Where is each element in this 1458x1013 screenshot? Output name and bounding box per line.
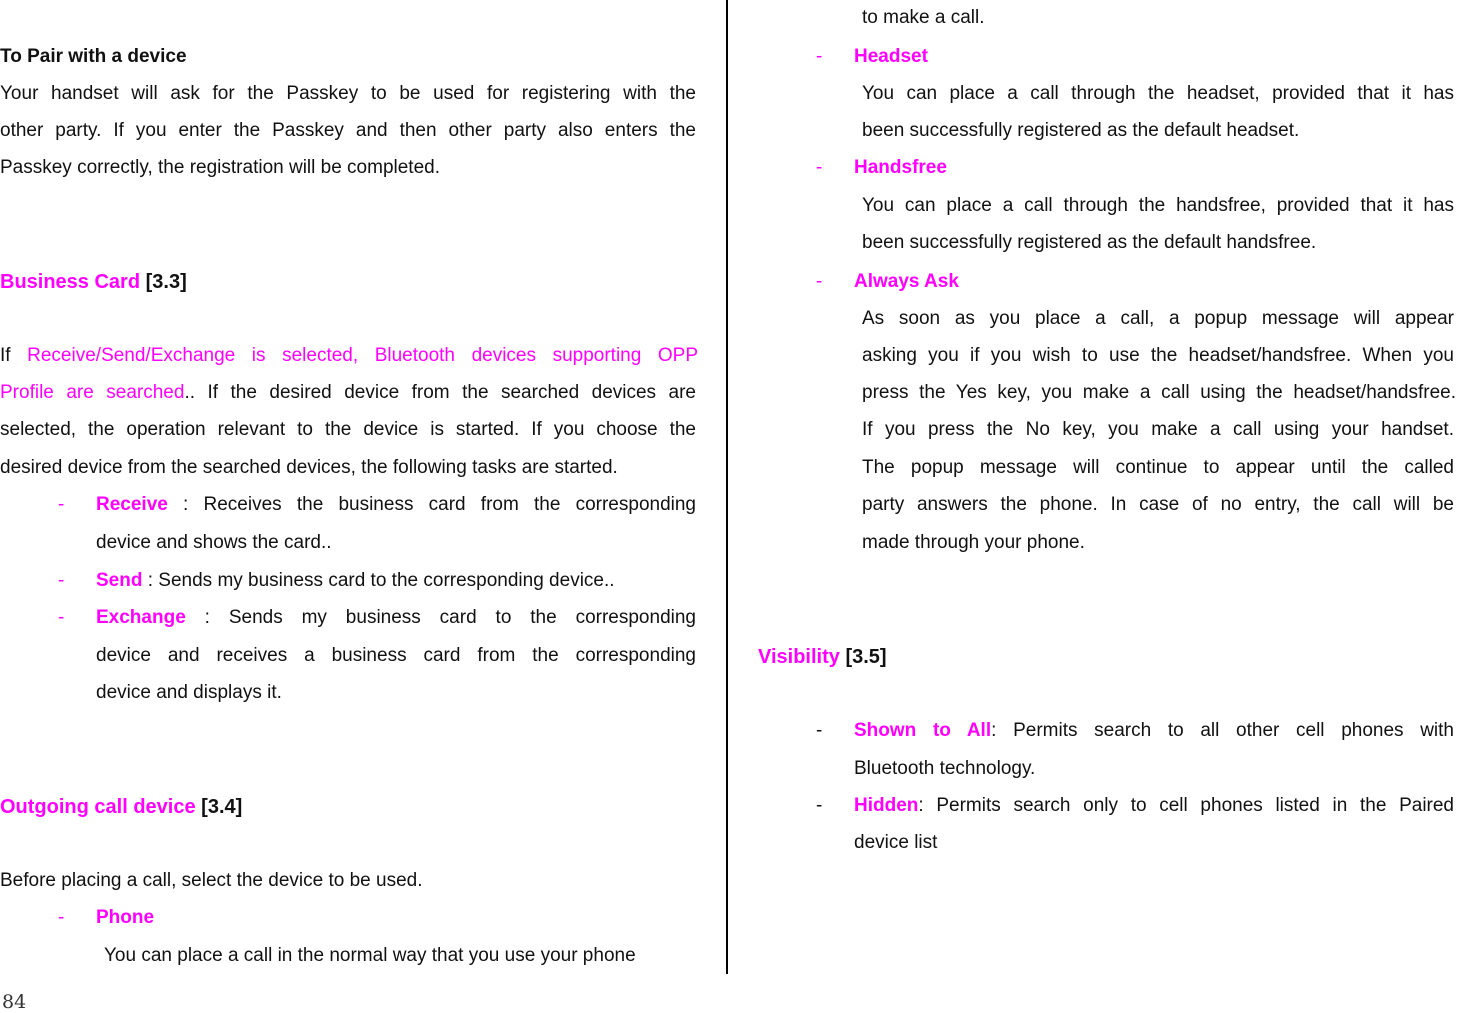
bullet-dash: - (816, 795, 823, 816)
bullet-dash: - (58, 607, 65, 628)
bullet-dash: - (58, 570, 65, 591)
handsfree-label: Handsfree (854, 157, 947, 178)
exchange-text: : Sends my business card to the corresponding (185, 607, 696, 628)
always-ask-text-line: party answers the phone. In case of no entry, the call will be (862, 494, 1454, 515)
headset-text-line: You can place a call through the headset, provided that it has (862, 83, 1454, 104)
hidden-text-line: device list (854, 832, 938, 853)
receive-text: : Receives the business card from the corresponding (167, 494, 696, 515)
always-ask-text-line: As soon as you place a call, a popup message will appear (862, 308, 1454, 329)
bullet-dash: - (816, 46, 823, 67)
send-label: Send (96, 570, 143, 591)
pair-heading: To Pair with a device (0, 46, 187, 67)
receive-item (96, 493, 696, 517)
pair-text-line: Your handset will ask for the Passkey to be used for registering with the (0, 83, 696, 104)
outgoing-intro: Before placing a call, select the device to be used. (0, 870, 423, 891)
handsfree-text-line: You can place a call through the handsfree, provided that it has (862, 195, 1454, 216)
exchange-text-line: device and receives a business card from the corresponding (96, 645, 696, 666)
handsfree-text-line: been successfully registered as the default handsfree. (862, 232, 1317, 253)
intro-prefix: If (0, 345, 28, 366)
shown-to-all-item (854, 719, 1454, 743)
visibility-heading (758, 645, 887, 669)
column-divider (726, 0, 728, 974)
business-card-code: [3.3] (145, 271, 187, 293)
shown-to-all-text-line: Bluetooth technology. (854, 758, 1036, 779)
business-card-intro-line: selected, the operation relevant to the device is started. If you choose the (0, 419, 696, 440)
always-ask-text-line: The popup message will continue to appear until the called (862, 457, 1454, 478)
outgoing-heading (0, 795, 242, 819)
receive-text-line: device and shows the card.. (96, 532, 332, 553)
receive-label: Receive (96, 494, 168, 515)
outgoing-code: [3.4] (201, 796, 243, 818)
headset-text-line: been successfully registered as the default headset. (862, 120, 1300, 141)
bullet-dash: - (58, 907, 65, 928)
intro-highlight: Receive/Send/Exchange is selected, Bluetooth devices supporting OPP (27, 345, 698, 366)
business-card-title: Business Card (0, 271, 141, 293)
always-ask-text-line: press the Yes key, you make a call using the headset/handsfree. (862, 382, 1456, 403)
bullet-dash: - (816, 271, 823, 292)
hidden-item (854, 794, 1454, 818)
shown-to-all-label: Shown to All (854, 720, 992, 741)
headset-label: Headset (854, 46, 928, 67)
phone-text-line: You can place a call in the normal way that you use your phone (104, 945, 636, 966)
exchange-label: Exchange (96, 607, 186, 628)
bullet-dash: - (58, 494, 65, 515)
visibility-title: Visibility (758, 646, 840, 668)
bullet-dash: - (816, 157, 823, 178)
always-ask-text-line: If you press the No key, you make a call using your handset. (862, 419, 1454, 440)
business-card-intro-line: desired device from the searched devices, the following tasks are started. (0, 457, 618, 478)
exchange-item (96, 606, 696, 630)
hidden-label: Hidden (854, 795, 919, 816)
visibility-code: [3.5] (845, 646, 887, 668)
send-item (96, 569, 615, 593)
business-card-heading (0, 270, 187, 294)
phone-text-continued: to make a call. (862, 7, 985, 28)
page-number: 84 (2, 991, 27, 1013)
always-ask-text-line: made through your phone. (862, 532, 1085, 553)
send-text: : Sends my business card to the corresponding device.. (142, 570, 615, 591)
always-ask-text-line: asking you if you wish to use the headset/handsfree. When you (862, 345, 1454, 366)
intro-text: .. If the desired device from the searched devices are (184, 382, 697, 403)
always-ask-label: Always Ask (854, 271, 959, 292)
pair-text-line: Passkey correctly, the registration will be completed. (0, 157, 440, 178)
intro-highlight: Profile are searched (0, 382, 185, 403)
business-card-intro-line (0, 381, 696, 405)
exchange-text-line: device and displays it. (96, 682, 282, 703)
phone-label: Phone (96, 907, 155, 928)
shown-to-all-text: : Permits search to all other cell phones with (991, 720, 1454, 741)
bullet-dash: - (816, 720, 823, 741)
business-card-intro-line (0, 344, 698, 368)
pair-text-line: other party. If you enter the Passkey and then other party also enters the (0, 120, 696, 141)
hidden-text: : Permits search only to cell phones listed in the Paired (918, 795, 1454, 816)
outgoing-title: Outgoing call device (0, 796, 196, 818)
